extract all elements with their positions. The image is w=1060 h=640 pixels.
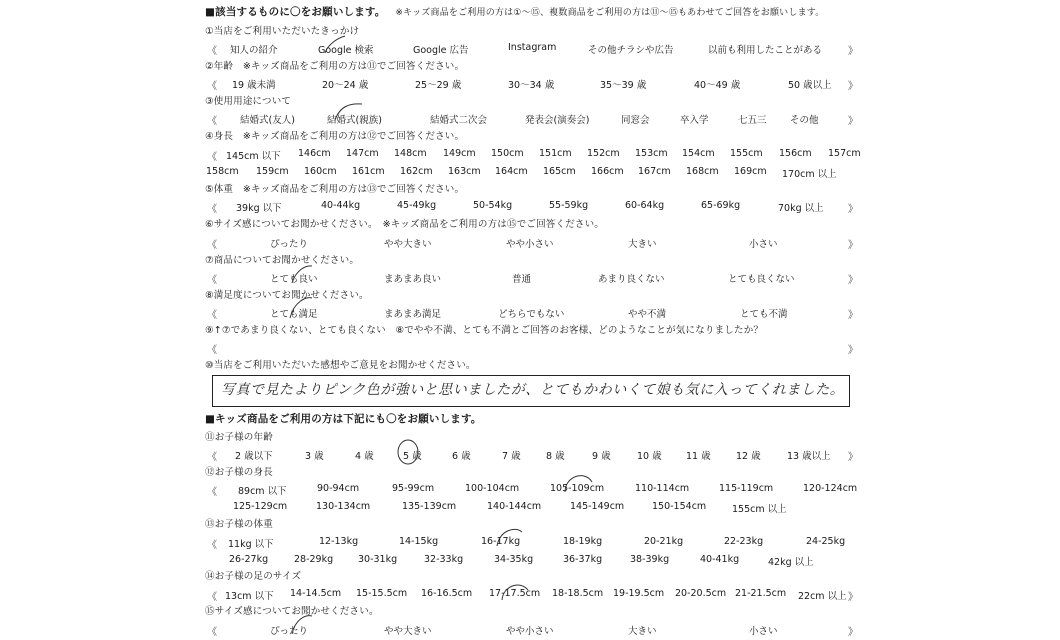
q2-option[interactable]: 50 歳以上 bbox=[788, 80, 832, 91]
q13-option[interactable]: 22-23kg bbox=[724, 536, 764, 547]
q8-option[interactable]: まあまあ満足 bbox=[384, 309, 442, 320]
q11-option[interactable]: 13 歳以上 bbox=[787, 451, 831, 462]
q1-option[interactable]: その他チラシや広告 bbox=[588, 45, 674, 56]
q3-option[interactable]: その他 bbox=[790, 115, 819, 126]
q5-option[interactable]: 45-49kg bbox=[397, 200, 437, 211]
q4-option[interactable]: 166cm bbox=[591, 166, 624, 177]
q5-option[interactable]: 70kg 以上 bbox=[778, 203, 824, 214]
q11-option[interactable]: 3 歳 bbox=[305, 451, 324, 462]
q2-option[interactable]: 30～34 歳 bbox=[508, 80, 555, 91]
q5-option[interactable]: 65-69kg bbox=[701, 200, 741, 211]
q13-option[interactable]: 30-31kg bbox=[358, 554, 398, 565]
q13-option[interactable]: 28-29kg bbox=[294, 554, 334, 565]
q4-option[interactable]: 149cm bbox=[443, 148, 476, 159]
q1-close-bracket: 》 bbox=[848, 46, 858, 57]
q7-option[interactable]: とても良くない bbox=[728, 274, 795, 285]
kids-section-title: ■キッズ商品をご利用の方は下記にも〇をお願いします。 bbox=[205, 413, 482, 425]
q11-option[interactable]: 9 歳 bbox=[592, 451, 611, 462]
q10-label: ⑩当店をご利用いただいた感想やご意見をお聞かせください。 bbox=[205, 360, 476, 371]
q7-label: ⑦商品についてお聞かせください。 bbox=[205, 255, 360, 266]
q12-option[interactable]: 110-114cm bbox=[635, 483, 690, 494]
q12-option[interactable]: 120-124cm bbox=[803, 483, 858, 494]
q15-option[interactable]: 小さい bbox=[749, 626, 778, 637]
q3-close-bracket: 》 bbox=[848, 116, 858, 127]
q12-option[interactable]: 145-149cm bbox=[570, 501, 625, 512]
q14-option[interactable]: 22cm 以上 bbox=[798, 591, 847, 602]
q13-option[interactable]: 26-27kg bbox=[229, 554, 269, 565]
q15-option[interactable]: やや小さい bbox=[506, 626, 554, 637]
q12-option[interactable]: 140-144cm bbox=[487, 501, 542, 512]
q5-option[interactable]: 60-64kg bbox=[625, 200, 665, 211]
q13-option[interactable]: 32-33kg bbox=[424, 554, 464, 565]
q11-option[interactable]: 5 歳 bbox=[403, 451, 422, 462]
q4-option[interactable]: 154cm bbox=[682, 148, 715, 159]
q3-label: ③使用用途について bbox=[205, 96, 292, 107]
q4-option[interactable]: 150cm bbox=[491, 148, 524, 159]
q14-option[interactable]: 18-18.5cm bbox=[552, 588, 604, 599]
q4-option[interactable]: 165cm bbox=[543, 166, 576, 177]
q9-open-bracket: 《 bbox=[207, 345, 217, 356]
q13-option[interactable]: 14-15kg bbox=[399, 536, 439, 547]
q4-option[interactable]: 169cm bbox=[734, 166, 767, 177]
q3-option[interactable]: 結婚式(友人) bbox=[240, 115, 295, 126]
q4-option[interactable]: 170cm 以上 bbox=[782, 169, 837, 180]
q6-close-bracket: 》 bbox=[848, 240, 858, 251]
q14-option[interactable]: 15-15.5cm bbox=[356, 588, 408, 599]
q13-option[interactable]: 36-37kg bbox=[563, 554, 603, 565]
q13-open-bracket: 《 bbox=[207, 540, 217, 551]
q4-option[interactable]: 158cm bbox=[206, 166, 239, 177]
q4-option[interactable]: 163cm bbox=[448, 166, 481, 177]
q3-option[interactable]: 結婚式(親族) bbox=[327, 115, 382, 126]
q4-option[interactable]: 156cm bbox=[779, 148, 812, 159]
q12-option[interactable]: 150-154cm bbox=[652, 501, 707, 512]
q3-option[interactable]: 発表会(演奏会) bbox=[525, 115, 590, 126]
q8-option[interactable]: やや不満 bbox=[628, 309, 667, 320]
q11-close-bracket: 》 bbox=[848, 452, 858, 463]
q4-label: ④身長 ※キッズ商品をご利用の方は⑫でご回答ください。 bbox=[205, 131, 465, 142]
q11-option[interactable]: 12 歳 bbox=[736, 451, 761, 462]
q7-open-bracket: 《 bbox=[207, 275, 217, 286]
q2-option[interactable]: 20～24 歳 bbox=[322, 80, 369, 91]
q3-open-bracket: 《 bbox=[207, 116, 217, 127]
q10-handwritten-answer: 写真で見たよりピンク色が強いと思いましたが、とてもかわいくて娘も気に入ってくれました。 bbox=[221, 382, 845, 398]
q5-option[interactable]: 50-54kg bbox=[473, 200, 513, 211]
q13-label: ⑬お子様の体重 bbox=[205, 519, 273, 530]
q7-option[interactable]: あまり良くない bbox=[598, 274, 665, 285]
q6-option[interactable]: 小さい bbox=[749, 239, 778, 250]
q8-close-bracket: 》 bbox=[848, 310, 858, 321]
q2-label: ②年齢 ※キッズ商品をご利用の方は⑪でご回答ください。 bbox=[205, 61, 465, 72]
q12-option[interactable]: 130-134cm bbox=[316, 501, 371, 512]
q14-option[interactable]: 16-16.5cm bbox=[421, 588, 473, 599]
q4-option[interactable]: 162cm bbox=[400, 166, 433, 177]
q4-option[interactable]: 155cm bbox=[730, 148, 763, 159]
q8-option[interactable]: どちらでもない bbox=[498, 309, 565, 320]
q8-label: ⑧満足度についてお聞かせください。 bbox=[205, 290, 369, 301]
q3-option[interactable]: 卒入学 bbox=[680, 115, 709, 126]
q1-open-bracket: 《 bbox=[207, 46, 217, 57]
q4-option[interactable]: 151cm bbox=[539, 148, 572, 159]
q7-close-bracket: 》 bbox=[848, 275, 858, 286]
q14-label: ⑭お子様の足のサイズ bbox=[205, 571, 302, 582]
q2-close-bracket: 》 bbox=[848, 81, 858, 92]
form-title bbox=[205, 6, 824, 19]
q15-option[interactable]: ぴったり bbox=[270, 626, 309, 637]
q14-option[interactable]: 14-14.5cm bbox=[290, 588, 342, 599]
q11-option[interactable]: 4 歳 bbox=[355, 451, 374, 462]
q4-open-bracket: 《 bbox=[207, 152, 217, 163]
q6-open-bracket: 《 bbox=[207, 240, 217, 251]
q1-option[interactable]: Google 広告 bbox=[413, 45, 469, 56]
q13-option[interactable]: 18-19kg bbox=[563, 536, 603, 547]
q10-answer-box[interactable] bbox=[212, 375, 850, 407]
q11-option[interactable]: 11 歳 bbox=[686, 451, 711, 462]
q4-option[interactable]: 146cm bbox=[298, 148, 331, 159]
q15-label: ⑮サイズ感についてお聞かせください。 bbox=[205, 606, 379, 617]
q14-open-bracket: 《 bbox=[207, 592, 217, 603]
q4-option[interactable]: 164cm bbox=[495, 166, 528, 177]
q11-option[interactable]: 2 歳以下 bbox=[235, 451, 273, 462]
q3-option[interactable]: 七五三 bbox=[738, 115, 767, 126]
q2-option[interactable]: 25～29 歳 bbox=[415, 80, 462, 91]
q7-option[interactable]: まあまあ良い bbox=[384, 274, 442, 285]
q9-label: ⑨↑⑦であまり良くない、とても良くない ⑧でやや不満、とても不満とご回答のお客様、どのようなことが気になりましたか？ bbox=[205, 325, 764, 336]
q2-option[interactable]: 19 歳未満 bbox=[232, 80, 276, 91]
q11-open-bracket: 《 bbox=[207, 452, 217, 463]
q12-open-bracket: 《 bbox=[207, 487, 217, 498]
q6-option[interactable]: やや小さい bbox=[506, 239, 554, 250]
q4-option[interactable]: 157cm bbox=[828, 148, 861, 159]
q11-option[interactable]: 7 歳 bbox=[502, 451, 521, 462]
q12-option[interactable]: 115-119cm bbox=[719, 483, 774, 494]
q12-option[interactable]: 90-94cm bbox=[317, 483, 360, 494]
q11-option[interactable]: 8 歳 bbox=[546, 451, 565, 462]
q14-option[interactable]: 21-21.5cm bbox=[735, 588, 787, 599]
q4-option[interactable]: 152cm bbox=[587, 148, 620, 159]
q12-option[interactable]: 155cm 以上 bbox=[732, 504, 787, 515]
q7-option[interactable]: 普通 bbox=[512, 274, 532, 285]
form-note: ※キッズ商品をご利用の方は①～⑮、複数商品をご利用の方は⑪～⑮もあわせてご回答をお願いします。 bbox=[395, 8, 825, 18]
q1-option[interactable]: 以前も利用したことがある bbox=[708, 45, 823, 56]
q12-option[interactable]: 125-129cm bbox=[233, 501, 288, 512]
q15-close-bracket: 》 bbox=[848, 627, 858, 638]
q1-option[interactable]: Instagram bbox=[508, 42, 557, 53]
q13-option[interactable]: 11kg 以下 bbox=[228, 539, 274, 550]
q11-option[interactable]: 10 歳 bbox=[637, 451, 662, 462]
q4-option[interactable]: 159cm bbox=[256, 166, 289, 177]
q15-option[interactable]: やや大きい bbox=[384, 626, 432, 637]
q4-option[interactable]: 167cm bbox=[638, 166, 671, 177]
q12-option[interactable]: 105-109cm bbox=[550, 483, 605, 494]
q11-option[interactable]: 6 歳 bbox=[452, 451, 471, 462]
q1-option[interactable]: 知人の紹介 bbox=[230, 45, 278, 56]
q12-option[interactable]: 100-104cm bbox=[465, 483, 520, 494]
q6-label: ⑥サイズ感についてお聞かせください。 ※キッズ商品をご利用の方は⑮でご回答ください。 bbox=[205, 219, 604, 230]
q14-option[interactable]: 13cm 以下 bbox=[225, 591, 274, 602]
q5-option[interactable]: 55-59kg bbox=[549, 200, 589, 211]
q5-option[interactable]: 40-44kg bbox=[321, 200, 361, 211]
q12-option[interactable]: 89cm 以下 bbox=[238, 486, 287, 497]
q1-option[interactable]: Google 検索 bbox=[318, 45, 374, 56]
q12-option[interactable]: 95-99cm bbox=[392, 483, 435, 494]
q4-option[interactable]: 161cm bbox=[352, 166, 385, 177]
q14-option[interactable]: 20-20.5cm bbox=[675, 588, 727, 599]
q11-label: ⑪お子様の年齢 bbox=[205, 432, 273, 443]
q2-open-bracket: 《 bbox=[207, 81, 217, 92]
q5-option[interactable]: 39kg 以下 bbox=[236, 203, 282, 214]
q5-open-bracket: 《 bbox=[207, 204, 217, 215]
q5-close-bracket: 》 bbox=[848, 204, 858, 215]
q13-option[interactable]: 42kg 以上 bbox=[768, 557, 814, 568]
q6-option[interactable]: 大きい bbox=[628, 239, 657, 250]
q2-option[interactable]: 40～49 歳 bbox=[694, 80, 741, 91]
q3-option[interactable]: 同窓会 bbox=[621, 115, 650, 126]
q13-option[interactable]: 40-41kg bbox=[700, 554, 740, 565]
q12-option[interactable]: 135-139cm bbox=[402, 501, 457, 512]
q7-option[interactable]: とても良い bbox=[270, 274, 318, 285]
q4-option[interactable]: 147cm bbox=[346, 148, 379, 159]
q4-option[interactable]: 145cm 以下 bbox=[226, 151, 281, 162]
q3-option[interactable]: 結婚式二次会 bbox=[430, 115, 488, 126]
q8-open-bracket: 《 bbox=[207, 310, 217, 321]
q14-option[interactable]: 17-17.5cm bbox=[489, 588, 541, 599]
q8-option[interactable]: とても満足 bbox=[270, 309, 318, 320]
form-title-text: ■該当するものに〇をお願いします。 bbox=[205, 6, 386, 18]
q14-option[interactable]: 19-19.5cm bbox=[613, 588, 665, 599]
q15-option[interactable]: 大きい bbox=[628, 626, 657, 637]
q5-label: ⑤体重 ※キッズ商品をご利用の方は⑬でご回答ください。 bbox=[205, 184, 465, 195]
q13-option[interactable]: 20-21kg bbox=[644, 536, 684, 547]
q6-option[interactable]: ぴったり bbox=[270, 239, 309, 250]
q14-close-bracket: 》 bbox=[848, 592, 858, 603]
q13-option[interactable]: 24-25kg bbox=[806, 536, 846, 547]
q4-option[interactable]: 168cm bbox=[686, 166, 719, 177]
q13-option[interactable]: 16-17kg bbox=[481, 536, 521, 547]
q9-close-bracket: 》 bbox=[848, 345, 858, 356]
q4-option[interactable]: 153cm bbox=[635, 148, 668, 159]
q13-option[interactable]: 12-13kg bbox=[319, 536, 359, 547]
q4-option[interactable]: 148cm bbox=[394, 148, 427, 159]
q2-option[interactable]: 35～39 歳 bbox=[600, 80, 647, 91]
q1-label: ①当店をご利用いただいたきっかけ bbox=[205, 26, 360, 37]
q15-open-bracket: 《 bbox=[207, 627, 217, 638]
q8-option[interactable]: とても不満 bbox=[740, 309, 788, 320]
q4-option[interactable]: 160cm bbox=[304, 166, 337, 177]
q12-label: ⑫お子様の身長 bbox=[205, 467, 273, 478]
q13-option[interactable]: 34-35kg bbox=[494, 554, 534, 565]
q13-option[interactable]: 38-39kg bbox=[630, 554, 670, 565]
q6-option[interactable]: やや大きい bbox=[384, 239, 432, 250]
